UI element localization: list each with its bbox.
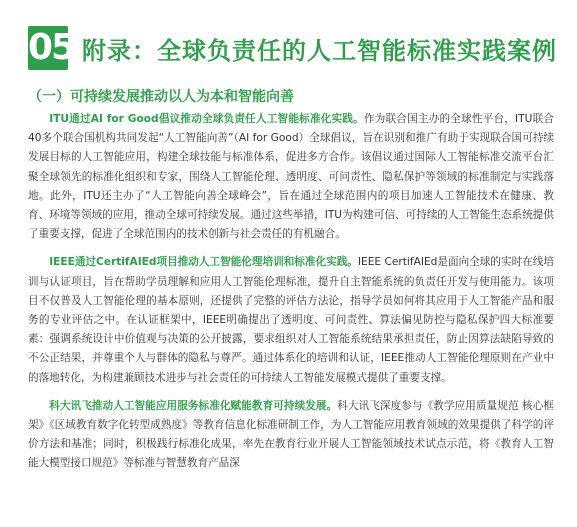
paragraph-lead: IEEE通过CertifAIEd项目推动人工智能伦理培训和标准化实践。 (49, 256, 358, 269)
chapter-title: 附录：全球负责任的人工智能标准实践案例 (82, 36, 557, 65)
paragraph-lead: ITU通过AI for Good倡议推动全球负责任人工智能标准化实践。 (49, 113, 364, 125)
body-text (28, 110, 554, 483)
chapter-header (28, 20, 557, 76)
paragraph-iflytek (28, 397, 554, 474)
paragraph-text: 科大讯飞深度参与《教学应用质量规范 核心框架》《区域教育数字化转型成熟度》等教育信息化标准研制工作，为人工智能应用教育领域的效果提供了科学的评价方法和基准；同时，积极践行标准化成果，率先在教育行业开展人工智能领域技术试点示范，将《教育人工智能大模型接口规范》等标准与智慧教育产品深 (28, 399, 554, 470)
paragraph-text: IEEE CertifAIEd是面向全球的实时在线培训与认证项目，旨在帮助学员理解和应用人工智能伦理标准，提升自主智能系统的负责任开发与使用能力。该项目不仅普及人工智能伦理的基本原则，还提供了完整的评估方法论，指导学员如何将其应用于人工智能产品和服务的专业评估之中。在认证框架中，IEEE明确提出了透明度、可问责性、算法偏见防控与隐私保护四大标准要素：强调系统设计中价值观与决策的公开披露，要求组织对人工智能系统结果承担责任，防止因算法缺陷导致的不公正结果，并尊重个人与群体的隐私与尊严。通过体系化的培训和认证，IEEE推动人工智能伦理原则在产业中的落地转化，为构建兼顾技术进步与社会责任的可持续人工智能发展模式提供了重要支撑。 (28, 256, 554, 384)
paragraph-text: 作为联合国主办的全球性平台，ITU联合40多个联合国机构共同发起“人工智能向善”（AI for Good）全球倡议，旨在识别和推广有助于实现联合国可持续发展目标的人工智能应用，构建全球技能与标准体系，促进多方合作。该倡议通过国际人工智能标准交流平台汇聚全球领先的标准化组织和专家，围绕人工智能伦理、透明度、可问责性、隐私保护等领域的标准制定与实践落地。此外，ITU还主办了“人工智能向善全球峰会”，旨在通过全球范围内的项目加速人工智能技术在健康、教育、环境等领域的应用，推动全球可持续发展。通过这些举措，ITU为构建可信、可持续的人工智能生态系统提供了重要支撑，促进了全球范围内的技术创新与社会责任的有机融合。 (28, 113, 554, 241)
section-title: （一）可持续发展推动以人为本和智能向善 (28, 89, 294, 105)
paragraph-ieee (28, 253, 554, 387)
paragraph-lead: 科大讯飞推动人工智能应用服务标准化赋能教育可持续发展。 (49, 399, 338, 412)
paragraph-itu (28, 110, 554, 244)
chapter-number-badge: 05 (28, 27, 75, 68)
